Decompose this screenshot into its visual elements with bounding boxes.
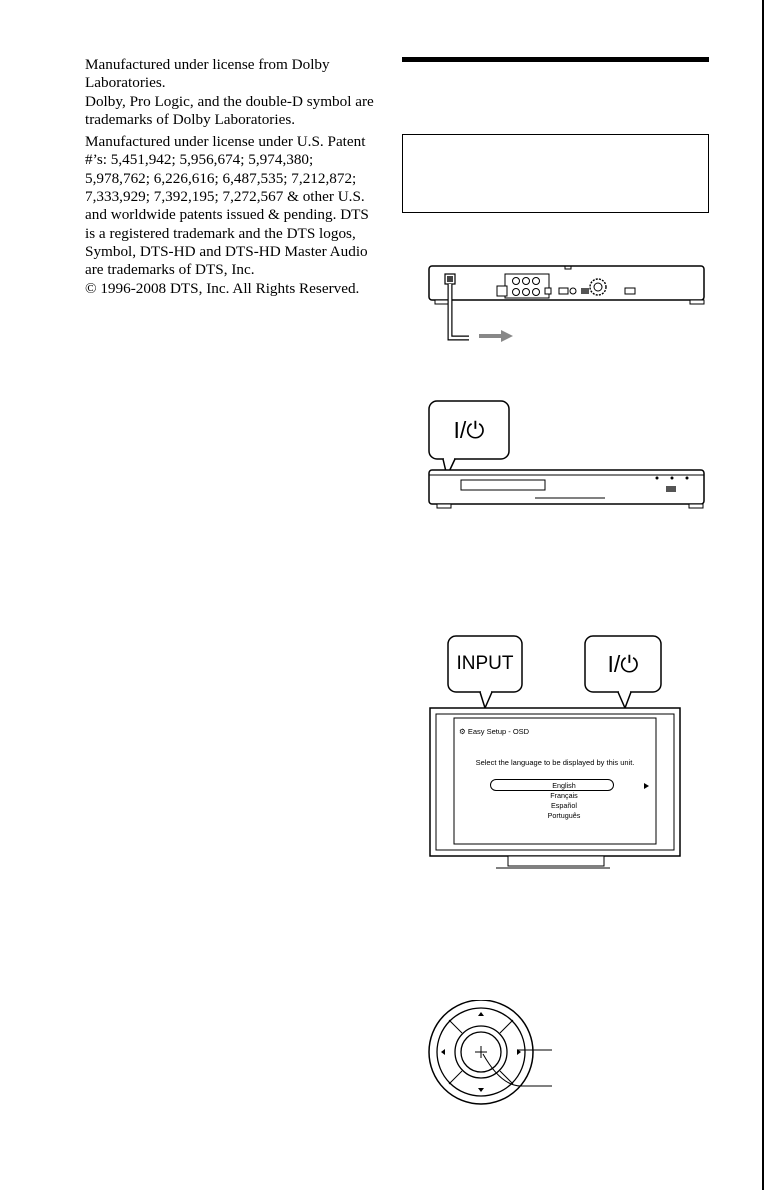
language-list — [454, 781, 674, 821]
dts-notice-2: © 1996-2008 DTS, Inc. All Rights Reserved. — [85, 279, 360, 297]
setup-icon: ⚙ — [459, 727, 468, 736]
screen-header: ⚙ Easy Setup - OSD — [459, 727, 530, 736]
language-option[interactable]: Português — [547, 811, 581, 820]
remote-dpad-figure — [425, 1000, 565, 1120]
player-rear-figure — [425, 262, 710, 348]
tv-power-button-label: I/⏻ — [607, 651, 639, 677]
legal-notices — [85, 56, 375, 298]
language-option[interactable]: English — [552, 781, 576, 790]
input-button-label: INPUT — [456, 653, 514, 674]
screen-prompt: Select the language to be displayed by this unit. — [475, 758, 635, 767]
section-heading-rule — [402, 57, 709, 62]
language-option[interactable]: Français — [550, 791, 578, 800]
player-front-figure — [425, 398, 710, 513]
power-button-label: I/⏻ — [453, 417, 485, 443]
page-edge-bar — [762, 0, 764, 1190]
dts-notice-1: Manufactured under license under U.S. Patent #’s: 5,451,942; 5,956,674; 5,974,380; 5,978,762; 6,226,616; 6,487,535; 7,212,872; 7,333,929; 7,392,195; 7,272,567 & other U.S. and worldwide patents issued & pending. DTS is a registered trademark and the DTS logos, Symbol, DTS-HD and DTS-HD Master Audio are trademarks of DTS, Inc. — [85, 133, 369, 279]
dolby-notice-2: Dolby, Pro Logic, and the double-D symbol are trademarks of Dolby Laboratories. — [85, 92, 374, 128]
note-box — [402, 134, 709, 213]
right-arrow-icon — [644, 783, 649, 789]
dolby-notice-1: Manufactured under license from Dolby Laboratories. — [85, 56, 330, 92]
tv-figure — [428, 632, 688, 878]
language-option[interactable]: Español — [551, 801, 577, 810]
